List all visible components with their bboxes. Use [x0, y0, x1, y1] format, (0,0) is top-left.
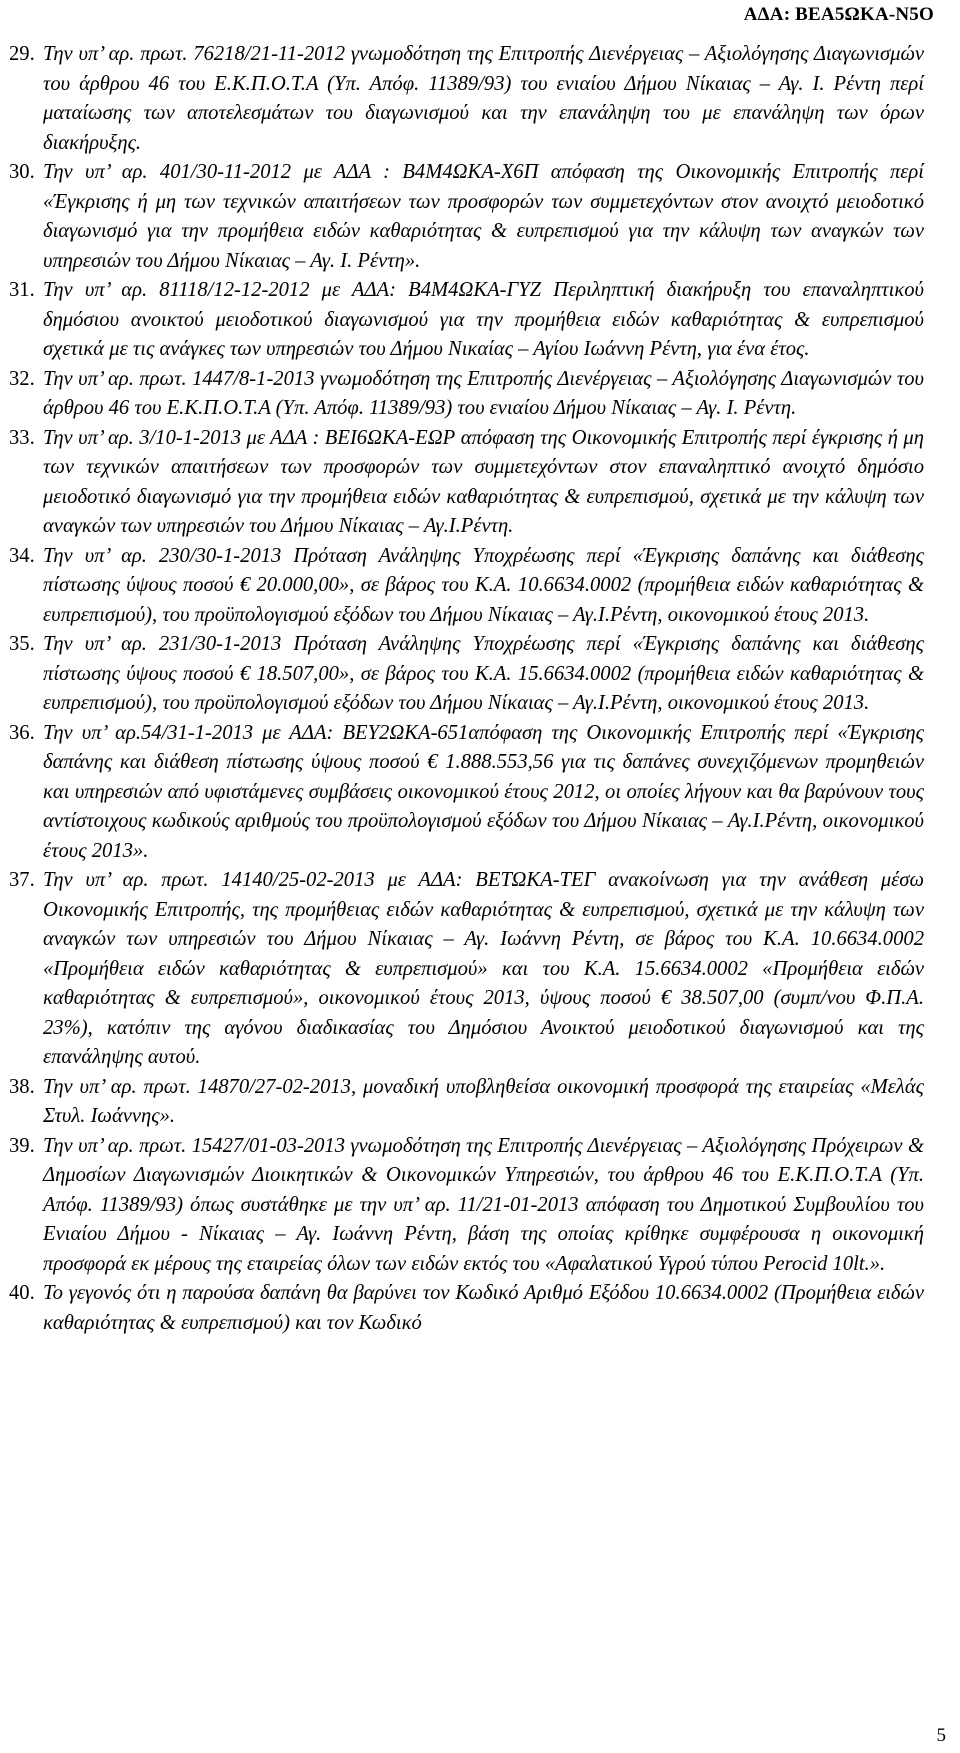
item-text: Την υπ’ αρ. 3/10-1-2013 με ΑΔΑ : ΒΕΙ6ΩΚΑ-ΕΩΡ απόφαση της Οικονομικής Επιτροπής περί έγκρισης ή μη των τεχνικών απαιτήσεων των προσφορών των συμμετεχόντων στον επαναληπτικό ανοιχτό δημόσιο μειοδοτικό διαγωνισμό για την προμήθεια ειδών καθαριότητας & ευπρεπισμού, σχετικά με την κάλυψη των αναγκών των υπηρεσιών του Δήμου Νίκαιας – Αγ.Ι.Ρέντη.	[43, 426, 924, 537]
item-text: Την υπ’ αρ. 401/30-11-2012 με ΑΔΑ : Β4Μ4ΩΚΑ-Χ6Π απόφαση της Οικονομικής Επιτροπής περί «Έγκρισης ή μη των τεχνικών απαιτήσεων των προσφορών των συμμετεχόντων στον ανοιχτό μειοδοτικό διαγωνισμό για την προμήθεια ειδών καθαριότητας & ευπρεπισμού για την κάλυψη των αναγκών των υπηρεσιών του Δήμου Νίκαιας – Αγ. Ι. Ρέντη».	[43, 161, 924, 272]
item-number: 30.	[9, 161, 35, 183]
item-text: Την υπ’ αρ. πρωτ. 14870/27-02-2013, μοναδική υποβληθείσα οικονομική προσφορά της εταιρείας «Μελάς Στυλ. Ιωάννης».	[43, 1075, 924, 1127]
item-text: Το γεγονός ότι η παρούσα δαπάνη θα βαρύνει τον Κωδικό Αριθμό Εξόδου 10.6634.0002 (Προμήθεια ειδών καθαριότητας & ευπρεπισμού) και τον Κωδικό	[43, 1282, 924, 1334]
ada-code-header: ΑΔΑ: ΒΕΑ5ΩΚΑ-Ν5Ο	[743, 4, 934, 25]
item-text: Την υπ’ αρ. 81118/12-12-2012 με ΑΔΑ: Β4Μ4ΩΚΑ-ΓΥΖ Περιληπτική διακήρυξη του επαναληπτικού δημόσιου ανοικτού μειοδοτικού διαγωνισμού για την προμήθεια ειδών καθαριότητας & ευπρεπισμού σχετικά με τις ανάγκες των υπηρεσιών του Δήμου Νικαίας – Αγίου Ιωάννη Ρέντη, για ένα έτος.	[43, 279, 924, 360]
list-item	[9, 40, 924, 158]
list-item	[9, 542, 924, 631]
item-number: 34.	[9, 544, 35, 567]
list-item	[9, 424, 924, 542]
list-item	[9, 158, 924, 276]
item-number: 32.	[9, 367, 35, 390]
item-text: Την υπ’ αρ. 231/30-1-2013 Πρόταση Ανάληψης Υποχρέωσης περί «Έγκρισης δαπάνης και διάθεσης πίστωσης ύψους ποσού € 18.507,00», σε βάρος του Κ.Α. 15.6634.0002 (προμήθεια ειδών καθαριότητας & ευπρεπισμού), του προϋπολογισμού εξόδων του Δήμου Νίκαιας – Αγ.Ι.Ρέντη, οικονομικού έτους 2013.	[43, 633, 924, 714]
item-number: 39.	[9, 1134, 35, 1157]
item-number: 35.	[9, 633, 35, 655]
item-number: 36.	[9, 721, 35, 744]
list-item	[9, 1073, 924, 1132]
document-body	[9, 40, 924, 1338]
item-text: Την υπ’ αρ.54/31-1-2013 με ΑΔΑ: ΒΕΥ2ΩΚΑ-651απόφαση της Οικονομικής Επιτροπής περί «Έγκρισης δαπάνης και διάθεση πίστωσης ύψους ποσού € 1.888.553,56 για τις δαπάνες συνεχιζόμενων προμηθειών και υπηρεσιών από υφιστάμενες συμβάσεις οικονομικού έτους 2012, οι οποίες λήγουν και θα βαρύνουν τους αντίστοιχους κωδικούς αριθμούς του προϋπολογισμού εξόδων του Δήμου Νίκαιας – Αγ.Ι.Ρέντη, οικονομικού έτους 2013».	[43, 721, 924, 862]
item-number: 37.	[9, 869, 35, 891]
item-number: 33.	[9, 426, 35, 449]
item-number: 40.	[9, 1282, 35, 1304]
list-item	[9, 1279, 924, 1338]
list-item	[9, 365, 924, 424]
page-number: 5	[936, 1725, 946, 1746]
list-item	[9, 276, 924, 365]
list-item	[9, 630, 924, 719]
item-text: Την υπ’ αρ. πρωτ. 14140/25-02-2013 με ΑΔΑ: ΒΕΤΩΚΑ-ΤΕΓ ανακοίνωση για την ανάθεση μέσω Οικονομικής Επιτροπής, της προμήθειας ειδών καθαριότητας & ευπρεπισμού, σχετικά με την κάλυψη των αναγκών των υπηρεσιών του Δήμου Νίκαιας – Αγ. Ιωάννη Ρέντη, σε βάρος του Κ.Α. 10.6634.0002 «Προμήθεια ειδών καθαριότητας & ευπρεπισμού» και του Κ.Α. 15.6634.0002 «Προμήθεια ειδών καθαριότητας & ευπρεπισμού», οικονομικού έτους 2013, ύψους ποσού € 38.507,00 (συμπ/νου Φ.Π.Α. 23%), κατόπιν της αγόνου διαδικασίας του Δημόσιου Ανοικτού μειοδοτικού διαγωνισμού και της επανάληψης αυτού.	[43, 869, 924, 1068]
item-text: Την υπ’ αρ. πρωτ. 1447/8-1-2013 γνωμοδότηση της Επιτροπής Διενέργειας – Αξιολόγησης Διαγωνισμών του άρθρου 46 του Ε.Κ.Π.Ο.Τ.Α (Υπ. Απόφ. 11389/93) του ενιαίου Δήμου Νίκαιας – Αγ. Ι. Ρέντη.	[43, 367, 924, 419]
item-text: Την υπ’ αρ. πρωτ. 76218/21-11-2012 γνωμοδότηση της Επιτροπής Διενέργειας – Αξιολόγησης Διαγωνισμών του άρθρου 46 του Ε.Κ.Π.Ο.Τ.Α (Υπ. Απόφ. 11389/93) του ενιαίου Δήμου Νίκαιας – Αγ. Ι. Ρέντη περί ματαίωσης των αποτελεσμάτων του διαγωνισμού και την επανάληψη του με επανάληψη των όρων διακήρυξης.	[43, 43, 924, 154]
item-text: Την υπ’ αρ. πρωτ. 15427/01-03-2013 γνωμοδότηση της Επιτροπής Διενέργειας – Αξιολόγησης Πρόχειρων & Δημοσίων Διαγωνισμών Διοικητικών & Οικονομικών Υπηρεσιών, του άρθρου 46 του Ε.Κ.Π.Ο.Τ.Α (Υπ. Απόφ. 11389/93) όπως συστάθηκε με την υπ’ αρ. 11/21-01-2013 απόφαση του Δημοτικού Συμβουλίου του Ενιαίου Δήμου - Νίκαιας – Αγ. Ιωάννη Ρέντη, βάση της οποίας κρίθηκε συμφέρουσα η οικονομική προσφορά εκ μέρους της εταιρείας όλων των ειδών εκτός του «Αφαλατικού Υγρού τύπου Perocid 10lt.».	[43, 1134, 924, 1275]
item-text: Την υπ’ αρ. 230/30-1-2013 Πρόταση Ανάληψης Υποχρέωσης περί «Έγκρισης δαπάνης και διάθεσης πίστωσης ύψους ποσού € 20.000,00», σε βάρος του Κ.Α. 10.6634.0002 (προμήθεια ειδών καθαριότητας & ευπρεπισμού), του προϋπολογισμού εξόδων του Δήμου Νίκαιας – Αγ.Ι.Ρέντη, οικονομικού έτους 2013.	[43, 544, 924, 626]
item-number: 29.	[9, 43, 35, 65]
item-number: 31.	[9, 279, 35, 301]
item-number: 38.	[9, 1075, 35, 1098]
list-item	[9, 866, 924, 1073]
list-item	[9, 719, 924, 867]
numbered-list	[9, 40, 924, 1338]
list-item	[9, 1132, 924, 1280]
